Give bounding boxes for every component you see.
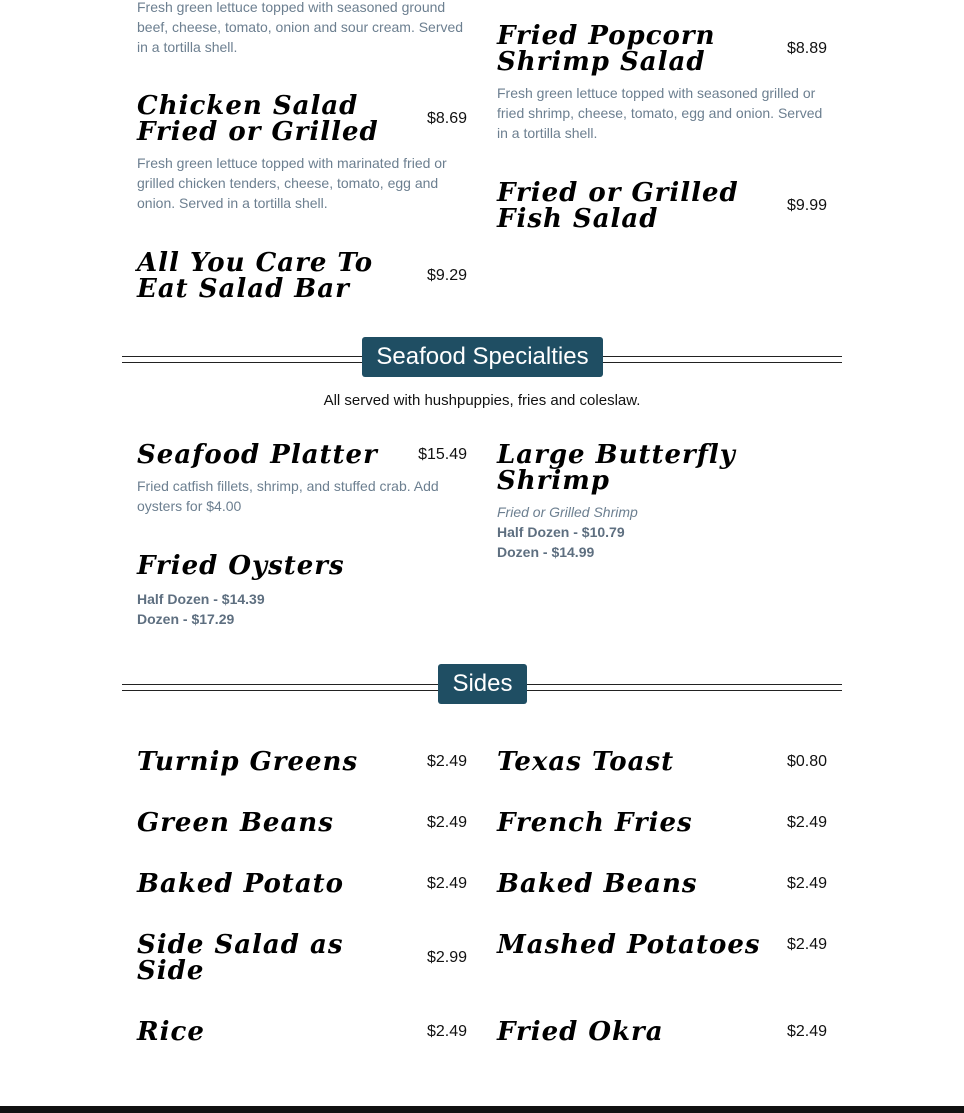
item-title: Baked Potato xyxy=(137,869,345,899)
item-description: Fresh green lettuce topped with seasoned grilled or fried shrimp, cheese, tomato, egg and onion. Served in a tortilla shell. xyxy=(497,85,823,141)
item-title: Chicken Salad Fried or Grilled xyxy=(137,91,379,147)
item-description: Fresh green lettuce topped with seasoned ground beef, cheese, tomato, onion and sour cream. Served in a tortilla shell. xyxy=(137,0,464,55)
item-option: Dozen - $14.99 xyxy=(497,544,595,560)
item-price: $2.49 xyxy=(786,875,827,892)
item-title: Fried or Grilled Fish Salad xyxy=(497,178,739,234)
item-description: Fresh green lettuce topped with marinated fried or grilled chicken tenders, cheese, tomato, egg and onion. Served in a tortilla shell. xyxy=(137,155,447,211)
item-price: $2.49 xyxy=(426,814,467,831)
menu-item-salad-bar xyxy=(137,250,467,302)
item-title: Fried Okra xyxy=(497,1017,664,1047)
side-item xyxy=(137,1019,467,1045)
item-price: $8.69 xyxy=(426,110,467,127)
side-item xyxy=(137,871,467,897)
menu-item-seafood-platter xyxy=(137,442,467,516)
side-item xyxy=(137,932,467,984)
menu-item-fish-salad xyxy=(497,180,827,232)
menu-item-chicken-salad xyxy=(137,93,467,213)
item-price: $2.99 xyxy=(426,949,467,966)
item-title: French Fries xyxy=(497,808,693,838)
item-price: $9.29 xyxy=(426,267,467,284)
item-title: Texas Toast xyxy=(497,747,675,777)
item-title: Mashed Potatoes xyxy=(497,930,761,960)
item-subtitle: Fried or Grilled Shrimp xyxy=(497,504,638,520)
item-description: Fried catfish fillets, shrimp, and stuffed crab. Add oysters for $4.00 xyxy=(137,478,439,514)
item-price: $15.49 xyxy=(418,446,467,463)
item-price: $2.49 xyxy=(426,875,467,892)
side-item xyxy=(497,749,827,775)
item-title: Large Butterfly Shrimp xyxy=(497,440,736,496)
menu-item-fried-oysters xyxy=(137,553,467,629)
item-option: Half Dozen - $10.79 xyxy=(497,524,625,540)
side-item xyxy=(497,1019,827,1045)
item-title: Fried Oysters xyxy=(137,551,345,581)
item-price: $0.80 xyxy=(786,753,827,770)
menu-item-popcorn-shrimp-salad xyxy=(497,23,827,143)
item-price: $2.49 xyxy=(786,814,827,831)
footer-bar xyxy=(0,1106,964,1113)
menu-item-taco-salad xyxy=(137,0,467,57)
item-title: Fried Popcorn Shrimp Salad xyxy=(497,21,716,77)
item-title: Side Salad as Side xyxy=(137,930,344,986)
section-note: All served with hushpuppies, fries and coleslaw. xyxy=(323,392,641,409)
menu-item-butterfly-shrimp xyxy=(497,442,827,562)
side-item xyxy=(497,810,827,836)
side-item xyxy=(137,749,467,775)
item-title: Baked Beans xyxy=(497,869,698,899)
item-option: Dozen - $17.29 xyxy=(137,611,235,627)
side-item xyxy=(497,871,827,897)
item-option: Half Dozen - $14.39 xyxy=(137,591,265,607)
item-price: $8.89 xyxy=(786,40,827,57)
item-price: $2.49 xyxy=(786,1023,827,1040)
side-item xyxy=(497,932,827,958)
item-price: $2.49 xyxy=(426,1023,467,1040)
item-title: Seafood Platter xyxy=(137,440,378,470)
section-heading-sides: Sides xyxy=(438,664,527,704)
side-item xyxy=(137,810,467,836)
item-title: Rice xyxy=(137,1017,205,1047)
section-heading-seafood: Seafood Specialties xyxy=(362,337,603,377)
item-title: All You Care To Eat Salad Bar xyxy=(137,248,374,304)
item-price: $9.99 xyxy=(786,197,827,214)
item-price: $2.49 xyxy=(786,936,827,953)
item-price: $2.49 xyxy=(426,753,467,770)
item-title: Green Beans xyxy=(137,808,334,838)
item-title: Turnip Greens xyxy=(137,747,359,777)
